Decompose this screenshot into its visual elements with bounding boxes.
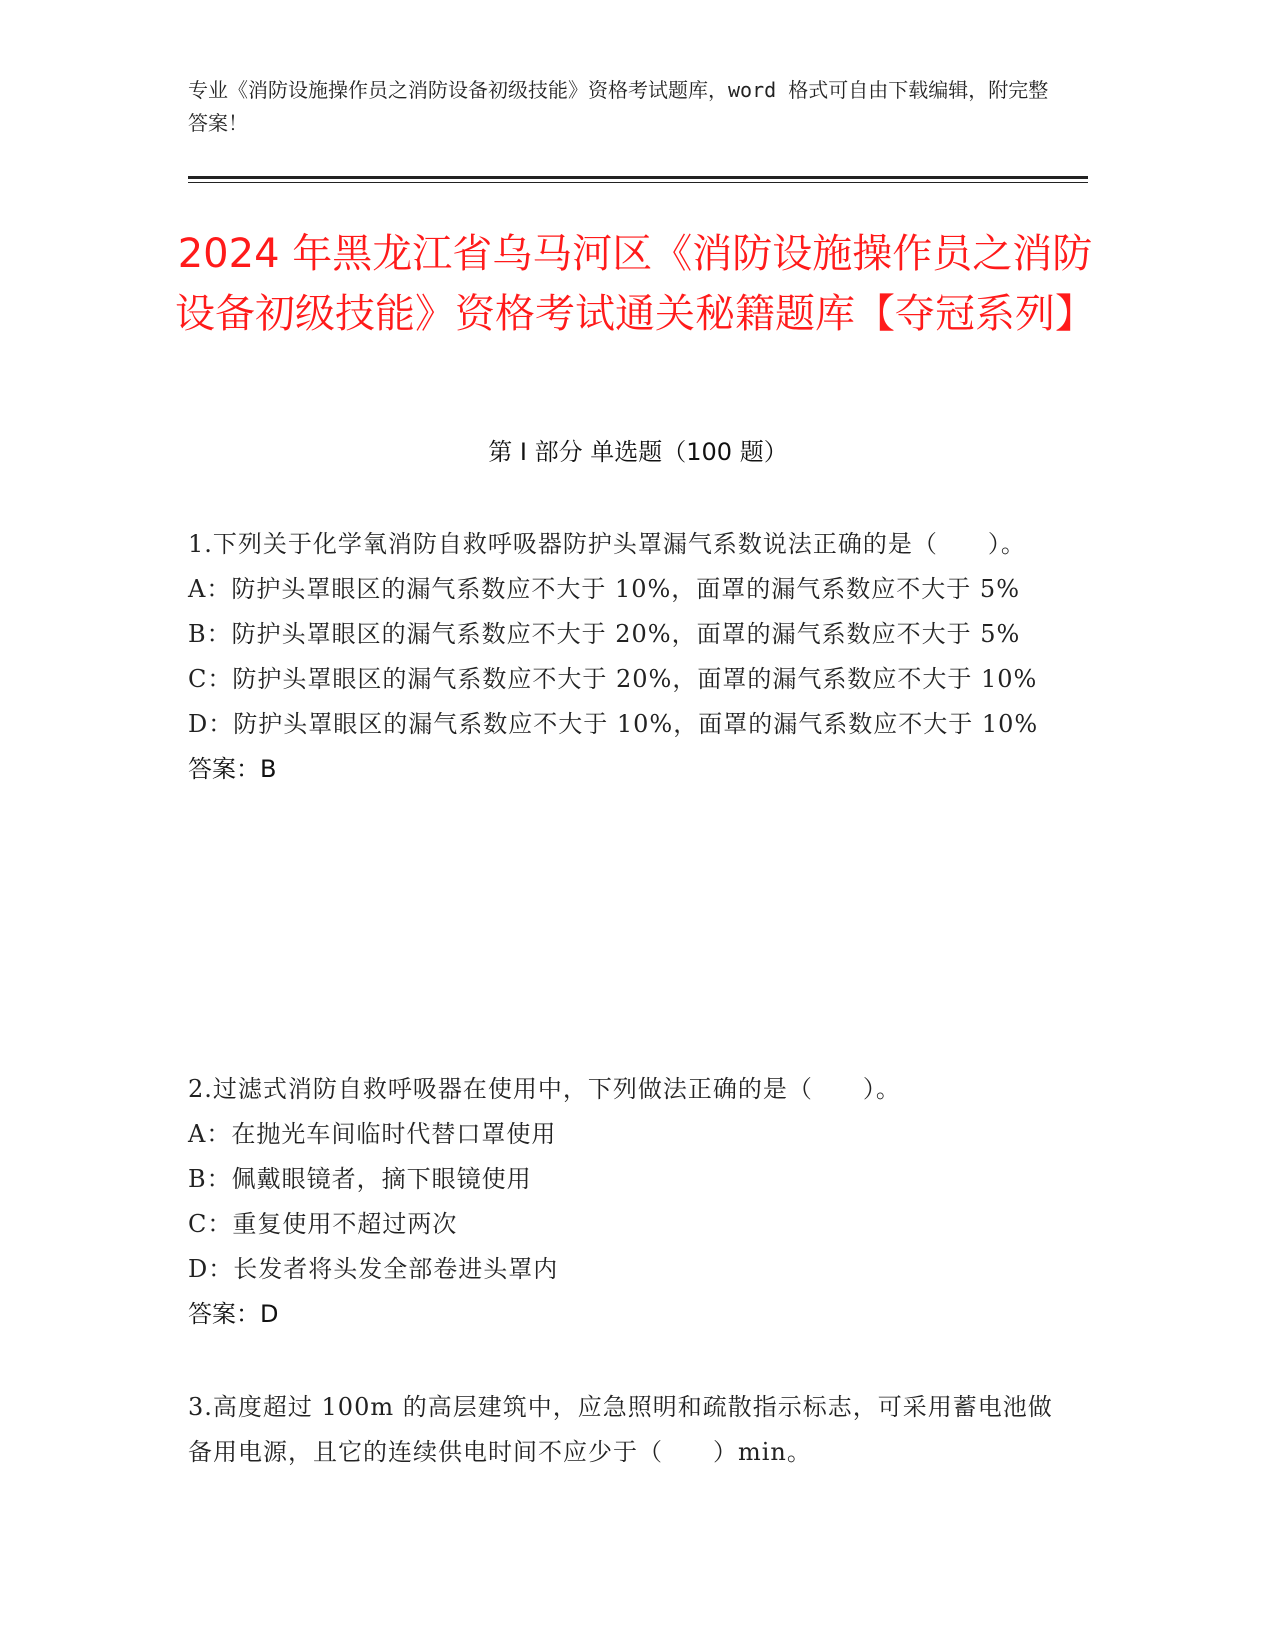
option-a: A：在抛光车间临时代替口罩使用 bbox=[188, 1120, 557, 1148]
question-stem: 2.过滤式消防自救呼吸器在使用中，下列做法正确的是（ ）。 bbox=[188, 1075, 901, 1103]
option-d: D：长发者将头发全部卷进头罩内 bbox=[188, 1255, 559, 1283]
question-3 bbox=[188, 1385, 1068, 1475]
option-c: C：重复使用不超过两次 bbox=[188, 1210, 458, 1238]
header-divider-thick bbox=[188, 176, 1088, 179]
answer: 答案：D bbox=[188, 1300, 279, 1328]
question-stem: 3.高度超过 100m 的高层建筑中，应急照明和疏散指示标志，可采用蓄电池做备用电源，且它的连续供电时间不应少于（ ）min。 bbox=[188, 1393, 1053, 1466]
question-2 bbox=[188, 1067, 1068, 1337]
option-a: A：防护头罩眼区的漏气系数应不大于 10%，面罩的漏气系数应不大于 5% bbox=[188, 575, 1021, 603]
answer: 答案：B bbox=[188, 755, 277, 783]
header-note: 专业《消防设施操作员之消防设备初级技能》资格考试题库，word 格式可自由下载编辑，附完整答案！ bbox=[188, 78, 1049, 135]
question-1 bbox=[188, 522, 1068, 792]
option-b: B：佩戴眼镜者，摘下眼镜使用 bbox=[188, 1165, 532, 1193]
option-c: C：防护头罩眼区的漏气系数应不大于 20%，面罩的漏气系数应不大于 10% bbox=[188, 665, 1038, 693]
option-b: B：防护头罩眼区的漏气系数应不大于 20%，面罩的漏气系数应不大于 5% bbox=[188, 620, 1021, 648]
question-stem: 1.下列关于化学氧消防自救呼吸器防护头罩漏气系数说法正确的是（ ）。 bbox=[188, 530, 1026, 558]
header-divider-thin bbox=[188, 182, 1088, 183]
option-d: D：防护头罩眼区的漏气系数应不大于 10%，面罩的漏气系数应不大于 10% bbox=[188, 710, 1039, 738]
document-title: 2024 年黑龙江省乌马河区《消防设施操作员之消防设备初级技能》资格考试通关秘籍题库【夺冠系列】 bbox=[175, 231, 1095, 337]
section-heading: 第 I 部分 单选题（100 题） bbox=[488, 438, 788, 466]
